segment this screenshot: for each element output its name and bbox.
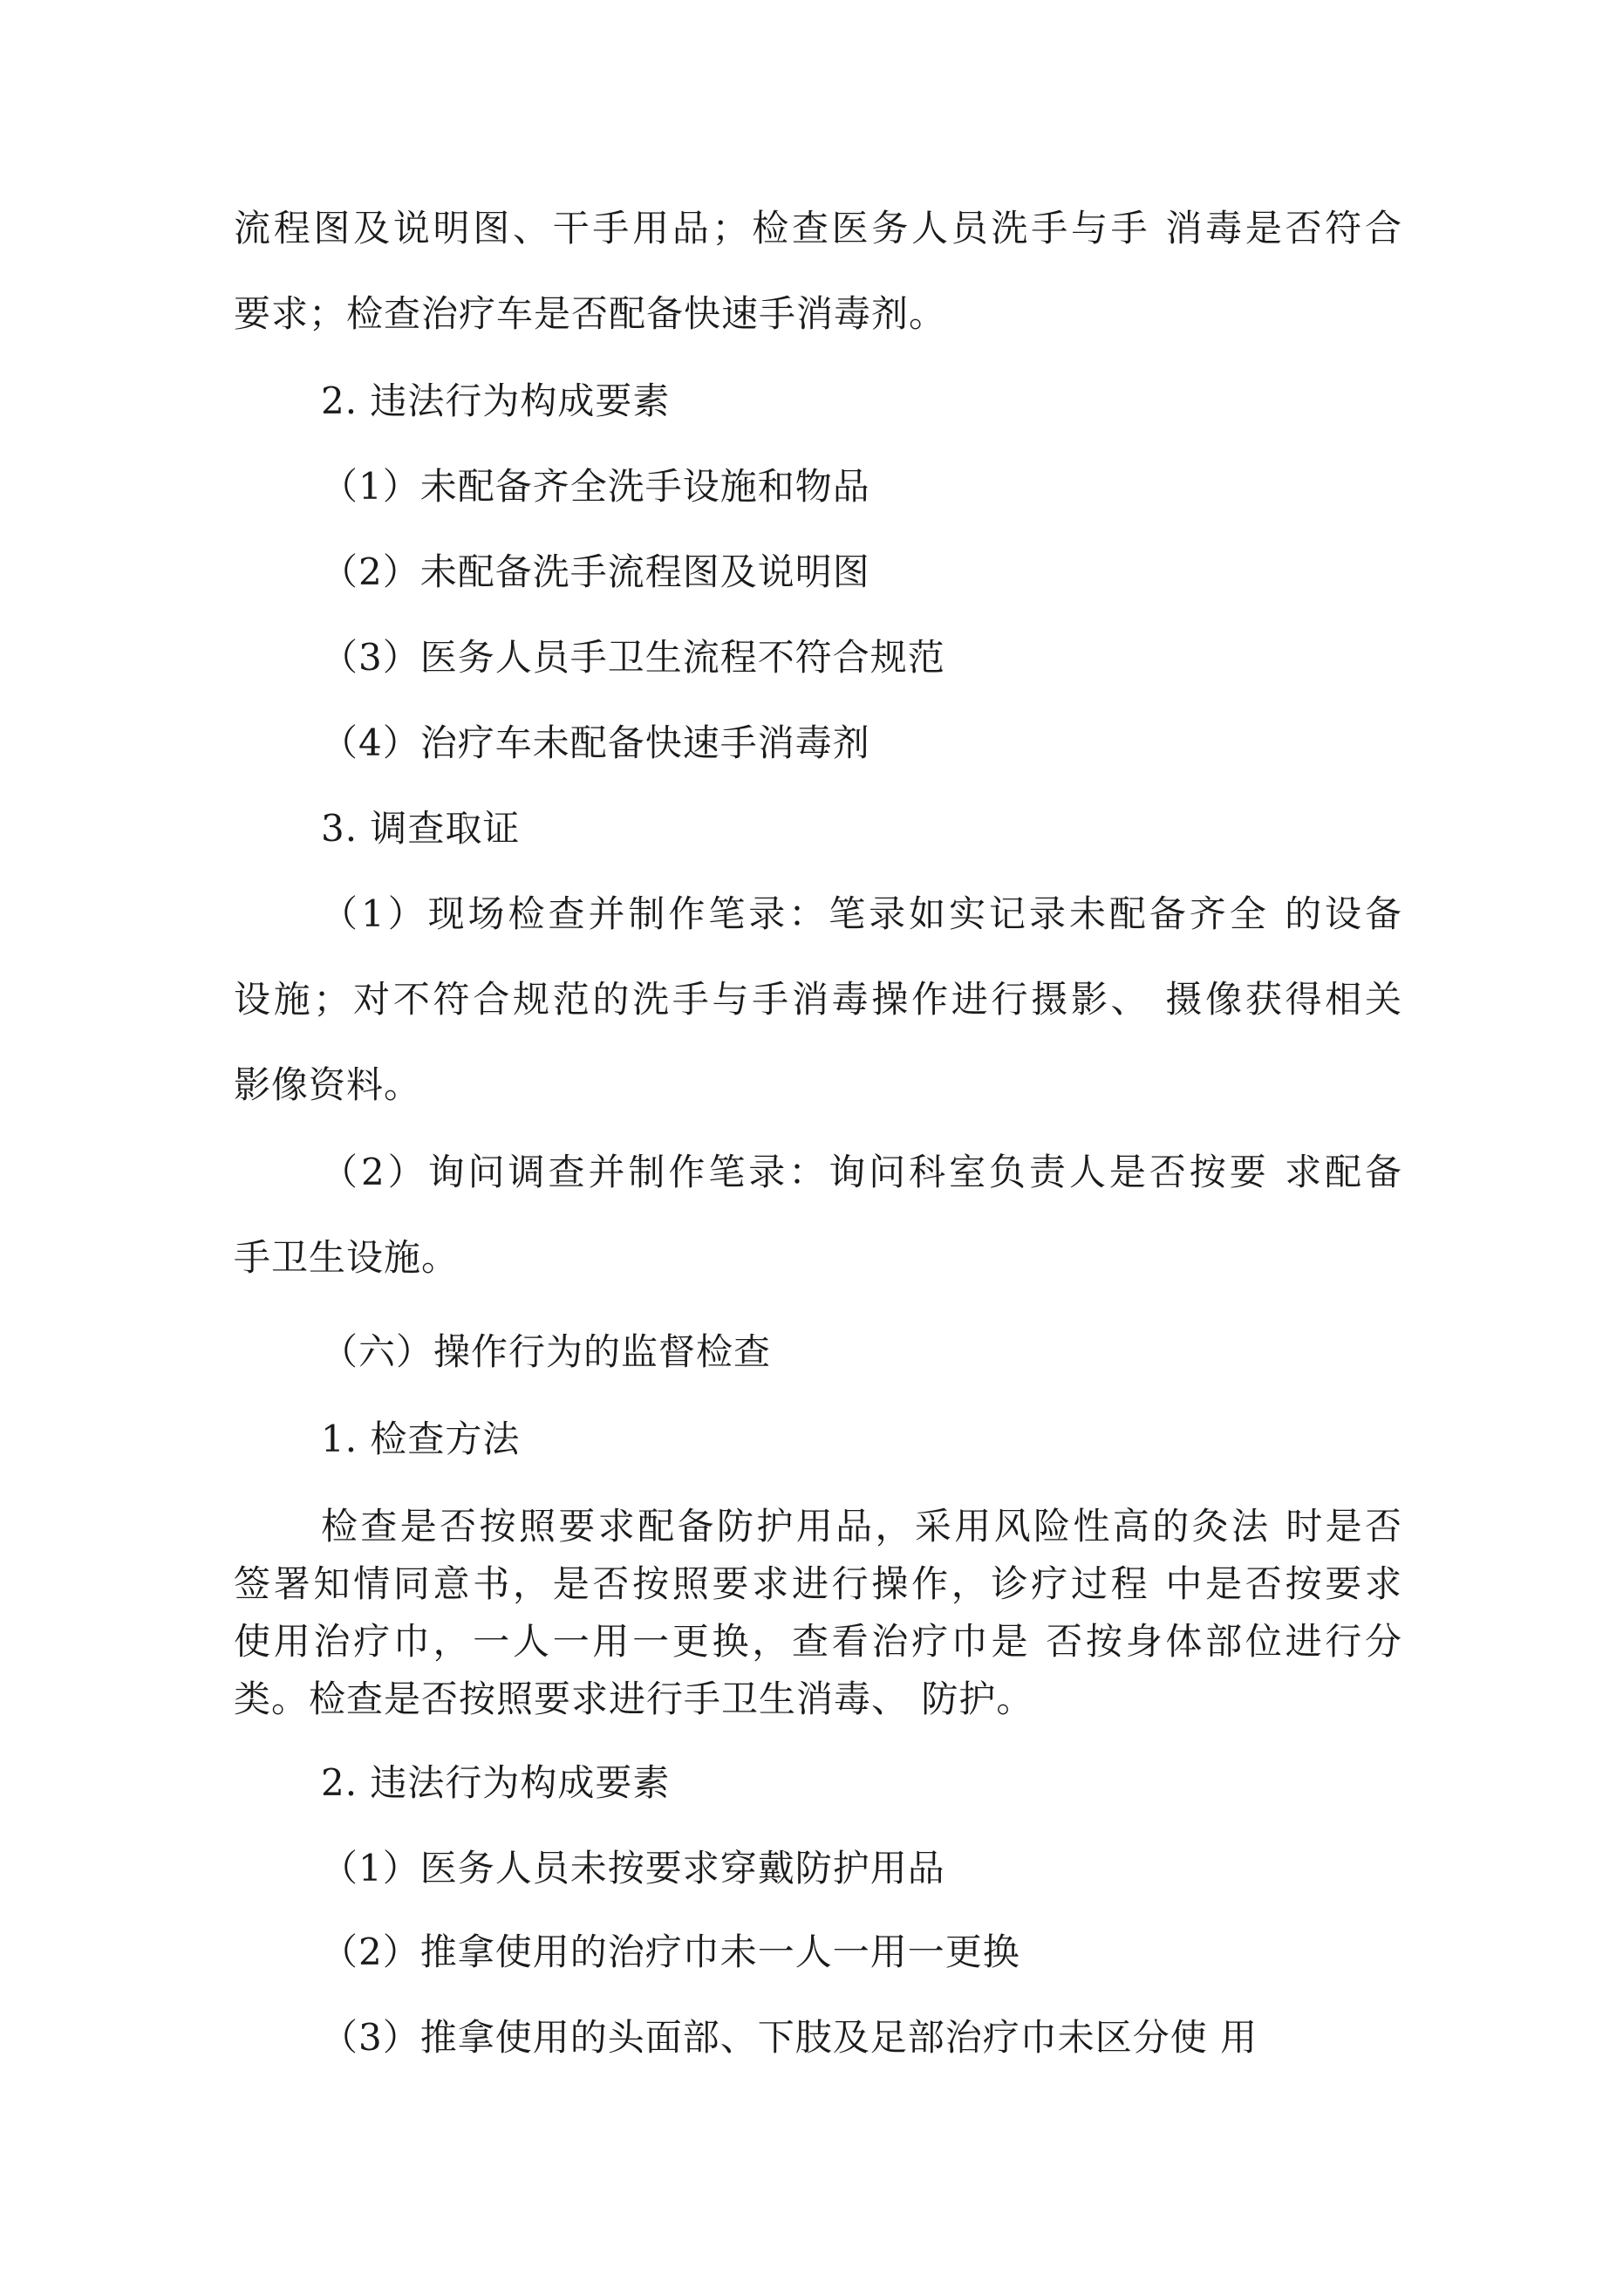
list-item: （2）推拿使用的治疗巾未一人一用一更换 [321,1930,1020,1973]
paragraph-line: 签署知情同意书，是否按照要求进行操作，诊疗过程 中是否按要求 [234,1562,1402,1605]
list-item: （4）治疗车未配备快速手消毒剂 [321,721,870,764]
list-item: （1）医务人员未按要求穿戴防护用品 [321,1847,945,1889]
list-item: （2）未配备洗手流程图及说明图 [321,550,870,593]
paragraph-line: 流程图及说明图、干手用品；检查医务人员洗手与手 消毒是否符合 [234,207,1402,249]
paragraph-line: （2）询问调查并制作笔录：询问科室负责人是否按要 求配备 [321,1151,1402,1193]
subsection-heading: 1. 检查方法 [321,1418,521,1460]
section-heading: （六）操作行为的监督检查 [321,1330,772,1373]
paragraph-line: 设施；对不符合规范的洗手与手消毒操作进行摄影、 摄像获得相关 [234,978,1402,1021]
paragraph-line: 要求；检查治疗车是否配备快速手消毒剂。 [234,292,947,335]
list-item: （3）推拿使用的头面部、下肢及足部治疗巾未区分使 用 [321,2016,1258,2059]
list-item: （3）医务人员手卫生流程不符合规范 [321,636,945,679]
section-heading: 2. 违法行为构成要素 [321,1761,671,1804]
section-heading: 3. 调查取证 [321,807,521,850]
paragraph-line: 手卫生设施。 [234,1236,460,1279]
paragraph-line: 使用治疗巾，一人一用一更换，查看治疗巾是 否按身体部位进行分 [234,1620,1402,1663]
paragraph-line: 检查是否按照要求配备防护用品，采用风险性高的灸法 时是否 [321,1505,1402,1548]
section-heading: 2. 违法行为构成要素 [321,379,671,422]
paragraph-line: （1）现场检查并制作笔录：笔录如实记录未配备齐全 的设备 [321,892,1402,935]
paragraph-line: 影像资料。 [234,1063,422,1106]
list-item: （1）未配备齐全洗手设施和物品 [321,465,870,508]
paragraph-line: 类。检查是否按照要求进行手卫生消毒、 防护。 [234,1678,1034,1720]
